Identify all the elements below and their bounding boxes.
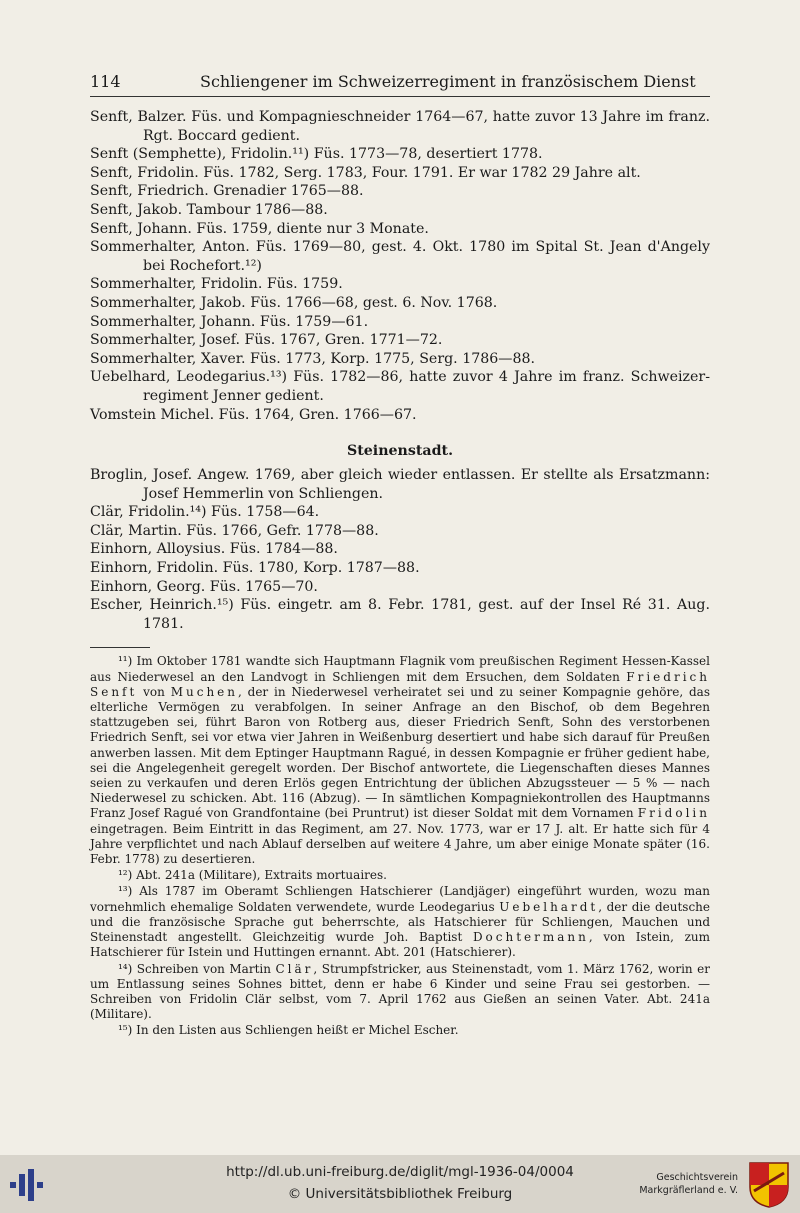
footnote-14: ¹⁴) Schreiben von Martin Clär, Strumpfstricker, aus Steinenstadt, vom 1. März 1762, worin er um Entlassung seines Sohnes bittet, denn er habe 6 Kinder und seine Frau sei gestorben. — Schreiben von Fridolin Clär selbst, vom 7. April 1762 aus Gießen an seinen Vater. Abt. 241a (Militare). <box>90 961 710 1022</box>
viewer-footer <box>0 1155 800 1213</box>
organization-name: Geschichtsverein Markgräflerland e. V. <box>639 1172 738 1196</box>
spaced-name: Friedrich Senft <box>90 669 710 699</box>
footnote-12: ¹²) Abt. 241a (Militare), Extraits mortuaires. <box>118 868 387 883</box>
running-header <box>90 70 710 97</box>
section-heading: Steinenstadt. <box>346 443 454 460</box>
list-item: Senft, Balzer. Füs. und Kompagnieschneider 1764—67, hatte zuvor 13 Jahre im franz. Rgt. Boccard gedient. <box>90 109 710 144</box>
list-item: Sommerhalter, Josef. Füs. 1767, Gren. 1771—72. <box>90 332 443 349</box>
list-item: Einhorn, Georg. Füs. 1765—70. <box>90 578 318 595</box>
entry-list-top <box>90 108 710 424</box>
list-item: Einhorn, Fridolin. Füs. 1780, Korp. 1787—88. <box>90 560 420 577</box>
spaced-name: Muchen <box>170 684 239 699</box>
list-item: Broglin, Josef. Angew. 1769, aber gleich wieder entlassen. Er stellte als Ersatzmann: Josef Hemmerlin von Schliengen. <box>90 467 710 502</box>
footnote-15: ¹⁵) In den Listen aus Schliengen heißt er Michel Escher. <box>118 1023 459 1038</box>
coat-of-arms-icon[interactable] <box>748 1161 790 1209</box>
list-item: Sommerhalter, Fridolin. Füs. 1759. <box>90 276 343 293</box>
list-item: Clär, Fridolin.¹⁴) Füs. 1758—64. <box>90 504 320 521</box>
copyright-notice: © Universitätsbibliothek Freiburg <box>287 1186 513 1202</box>
spaced-name: Dochtermann <box>472 930 589 945</box>
footnote-13: ¹³) Als 1787 im Oberamt Schliengen Hatschierer (Landjäger) eingeführt wurden, wozu man vornehmlich ehemalige Soldaten verwendete, wurde Leodegarius Uebelhardt, der die deutsche und die französische Sprache gut beherrschte, als Hatschierer für Schliengen, Mauchen und Steinenstadt angestellt. Gleichzeitig wurde Joh. Baptist Dochtermann, von Istein, zum Hatschierer für Istein und Huttingen ernannt. Abt. 201 (Hatschierer). <box>90 884 711 960</box>
page-body <box>90 108 710 1039</box>
list-item: Senft, Johann. Füs. 1759, diente nur 3 Monate. <box>90 220 429 237</box>
page-number: 114 <box>90 72 121 91</box>
list-item: Sommerhalter, Anton. Füs. 1769—80, gest. 4. Okt. 1780 im Spital St. Jean d'Angely bei Rochefort.¹²) <box>90 239 710 274</box>
list-item: Senft, Friedrich. Grenadier 1765—88. <box>90 183 364 200</box>
list-item: Einhorn, Alloysius. Füs. 1784—88. <box>90 541 338 558</box>
list-item: Sommerhalter, Jakob. Füs. 1766—68, gest. 6. Nov. 1768. <box>90 294 498 311</box>
spaced-name: Clär <box>275 961 314 976</box>
list-item: Clär, Martin. Füs. 1766, Gefr. 1778—88. <box>90 522 379 539</box>
permalink-url[interactable]: http://dl.ub.uni-freiburg.de/diglit/mgl-1936-04/0004 <box>226 1164 574 1180</box>
footnote-divider <box>90 647 150 648</box>
list-item: Senft (Semphette), Fridolin.¹¹) Füs. 1773—78, desertiert 1778. <box>90 146 543 163</box>
spaced-name: Fridolin <box>637 806 710 821</box>
list-item: Vomstein Michel. Füs. 1764, Gren. 1766—67. <box>90 406 417 423</box>
list-item: Sommerhalter, Xaver. Füs. 1773, Korp. 1775, Serg. 1786—88. <box>90 350 536 367</box>
spaced-name: Uebelhardt <box>499 899 599 914</box>
running-title: Schliengener im Schweizerregiment in französischem Dienst <box>200 72 696 91</box>
list-item: Sommerhalter, Johann. Füs. 1759—61. <box>90 313 369 330</box>
footnote-11: ¹¹) Im Oktober 1781 wandte sich Hauptmann Flagnik vom preußischen Regiment Hessen-Kassel aus Niederwesel an den Landvogt in Schliengen mit dem Ersuchen, dem Soldaten Friedrich Senft von Muchen, der in Niederwesel verheiratet sei und zu seiner Kompagnie gehöre, das elterliche Vermögen zu verabfolgen. In seiner Anfrage an den Bischof, ob dem Begehren stattzugeben sei, führt Baron von Rotberg aus, dieser Friedrich Senft, Sohn des verstorbenen Friedrich Senft, sei vor etwa vier Jahren in Weißenburg desertiert und habe sich darauf für Preußen anwerben lassen. Mit dem Eptinger Hauptmann Ragué, in dessen Kompagnie er früher gedient habe, sei die Angelegenheit geregelt worden. Der Bischof antwortete, die Liegenschaften dieses Mannes seien zu verkaufen und deren Erlös gegen Entrichtung der üblichen Abzugssteuer — 5 % — nach Niederwesel zu schicken. Abt. 116 (Abzug). — In sämtlichen Kompagniekontrollen des Hauptmanns Franz Josef Ragué von Grandfontaine (bei Pruntrut) ist dieser Soldat mit dem Vornamen Fridolin eingetragen. Beim Eintritt in das Regiment, am 27. Nov. 1773, war er 17 J. alt. Er hatte sich für 4 Jahre verpflichtet und nach Ablauf derselben auf weitere 4 Jahre, um aber einige Monate später (16. Febr. 1778) zu desertieren. <box>90 654 710 867</box>
list-item: Escher, Heinrich.¹⁵) Füs. eingetr. am 8. Febr. 1781, gest. auf der Insel Ré 31. Aug. 1781. <box>90 597 710 632</box>
list-item: Uebelhard, Leodegarius.¹³) Füs. 1782—86, hatte zuvor 4 Jahre im franz. Schweizer-regiment Jenner gedient. <box>90 369 710 404</box>
footnotes <box>90 654 710 1038</box>
list-item: Senft, Fridolin. Füs. 1782, Serg. 1783, Four. 1791. Er war 1782 29 Jahre alt. <box>90 164 641 181</box>
list-item: Senft, Jakob. Tambour 1786—88. <box>90 201 328 218</box>
entry-list-section <box>90 466 710 633</box>
